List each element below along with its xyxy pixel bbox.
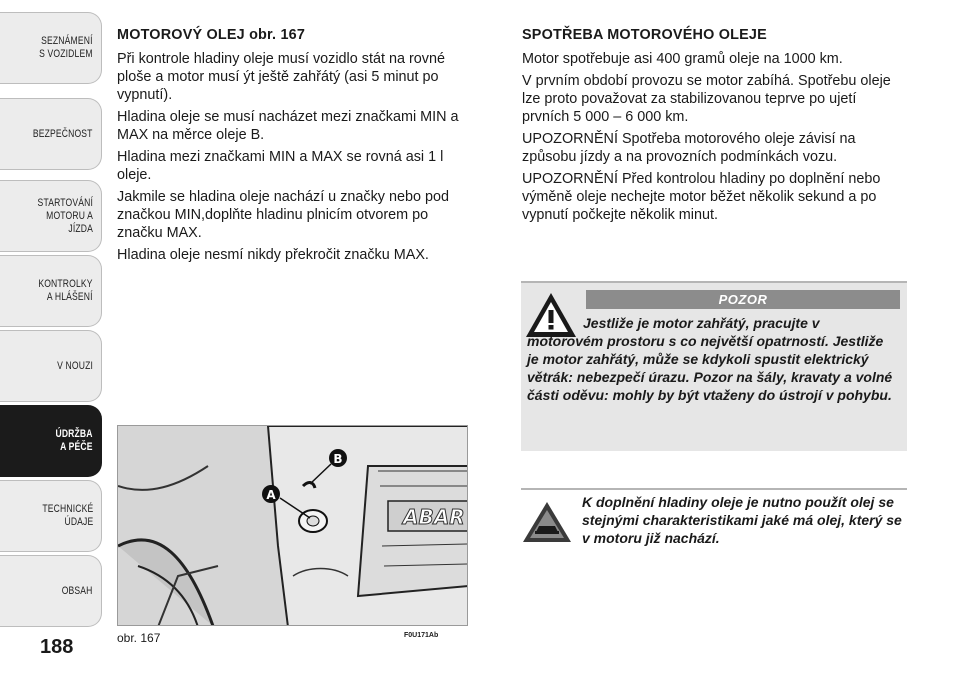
paragraph: V prvním období provozu se motor zabíhá. Spotřebu oleje lze proto považovat za stabilizovanou teprve po ujetí prvních 5 000 – 6 000 km. (522, 73, 891, 125)
paragraph: UPOZORNĚNÍ Spotřeba motorového oleje závisí na způsobu jízdy a na provozních podmínkách vozu. (522, 131, 856, 165)
figure-code: F0U171Ab (404, 632, 439, 639)
note-text: K doplnění hladiny oleje je nutno použít olej se stejnými charakteristikami jaké má olej, který se v motoru již nachází. (582, 494, 902, 546)
tab-label: V NOUZI (57, 359, 93, 372)
tab-label: SEZNÁMENÍ S VOZIDLEM (39, 35, 93, 60)
warning-text: Jestliže je motor zahřátý, pracujte v motorovém prostoru s co největší opatrností. Jestliže je motor zahřátý, může se kdykoli spustit elektrický větrák: nebezpečí úrazu. Pozor na šály, kravaty a volné části oděvu: mohly by být vtaženy do ústrojí v pohybu. (527, 315, 893, 403)
tab-bezpecnost[interactable] (0, 98, 102, 170)
paragraph: Hladina mezi značkami MIN a MAX se rovná asi 1 l oleje. (117, 149, 444, 183)
page-number: 188 (40, 636, 74, 658)
label-b: B (333, 452, 343, 466)
tab-label: STARTOVÁNÍ MOTORU A JÍZDA (37, 196, 93, 235)
paragraph: Motor spotřebuje asi 400 gramů oleje na 1000 km. (522, 51, 843, 67)
engine-illustration (118, 426, 468, 626)
tab-startovani[interactable] (0, 180, 102, 252)
figure-caption: obr. 167 (117, 631, 161, 645)
note-divider (521, 488, 907, 490)
paragraph: Hladina oleje nesmí nikdy překročit značku MAX. (117, 247, 429, 263)
paragraph: Při kontrole hladiny oleje musí vozidlo stát na rovné ploše a motor musí ýt ještě zahřátý (asi 5 minut po vypnutí). (117, 51, 445, 103)
tab-v-nouzi[interactable] (0, 330, 102, 402)
paragraph: UPOZORNĚNÍ Před kontrolou hladiny po doplnění nebo výměně oleje nechejte motor běžet několik sekund a po vypnutí počkejte několik minut. (522, 171, 881, 223)
section-heading: MOTOROVÝ OLEJ obr. 167 (117, 27, 306, 43)
tab-udrzba[interactable] (0, 405, 102, 477)
paragraph: Hladina oleje se musí nacházet mezi značkami MIN a MAX na měrce oleje B. (117, 109, 459, 143)
tab-label: BEZPEČNOST (33, 127, 93, 140)
warning-header: POZOR (586, 290, 900, 309)
car-triangle-icon (521, 500, 573, 544)
tab-label: ÚDRŽBA A PÉČE (55, 428, 93, 453)
engine-figure (117, 425, 468, 626)
tab-label: KONTROLKY A HLÁŠENÍ (38, 278, 93, 303)
tab-obsah[interactable] (0, 555, 102, 627)
paragraph: Jakmile se hladina oleje nachází u značky nebo pod značkou MIN,doplňte hladinu plnicím otvorem po značku MAX. (117, 189, 449, 241)
engine-brand-text: ABAR (403, 505, 465, 529)
section-heading: SPOTŘEBA MOTOROVÉHO OLEJE (522, 27, 767, 43)
label-a: A (266, 488, 276, 502)
left-column (117, 26, 477, 268)
tab-kontrolky[interactable] (0, 255, 102, 327)
tab-label: OBSAH (62, 584, 93, 597)
right-column (522, 26, 902, 228)
tab-seznameni[interactable] (0, 12, 102, 84)
tab-technicke[interactable] (0, 480, 102, 552)
tab-label: TECHNICKÉ ÚDAJE (42, 503, 93, 528)
